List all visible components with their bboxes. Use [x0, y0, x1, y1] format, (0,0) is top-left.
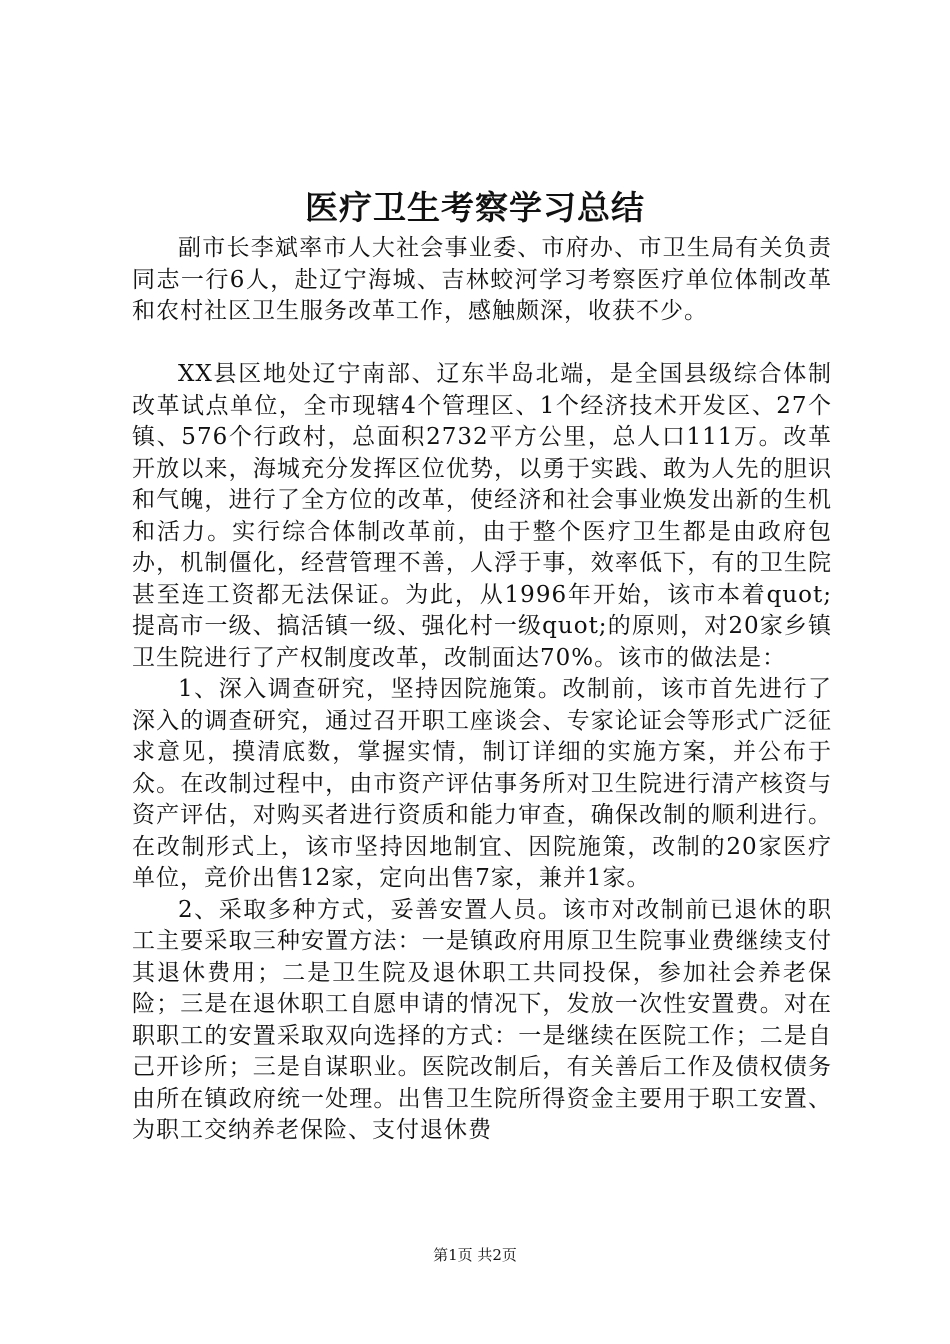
document-body — [132, 233, 832, 1147]
paragraph-intro: 副市长李斌率市人大社会事业委、市府办、市卫生局有关负责同志一行6人，赴辽宁海城、吉林蛟河学习考察医疗单位体制改革和农村社区卫生服务改革工作，感触颇深，收获不少。 — [132, 235, 832, 324]
page-number-footer: 第1页 共2页 — [433, 1246, 517, 1264]
paragraph-spacer — [132, 328, 832, 360]
document-title: 医疗卫生考察学习总结 — [305, 188, 645, 227]
paragraph-point-1: 1、深入调查研究，坚持因院施策。改制前，该市首先进行了深入的调查研究，通过召开职工座谈会、专家论证会等形式广泛征求意见，摸清底数，掌握实情，制订详细的实施方案，并公布于众。在改制过程中，由市资产评估事务所对卫生院进行清产核资与资产评估，对购买者进行资质和能力审查，确保改制的顺利进行。在改制形式上，该市坚持因地制宜、因院施策，改制的20家医疗单位，竞价出售12家，定向出售7家，兼并1家。 — [132, 676, 832, 891]
paragraph-background: XX县区地处辽宁南部、辽东半岛北端，是全国县级综合体制改革试点单位，全市现辖4个管理区、1个经济技术开发区、27个镇、576个行政村，总面积2732平方公里，总人口111万。改革开放以来，海城充分发挥区位优势，以勇于实践、敢为人先的胆识和气魄，进行了全方位的改革，使经济和社会事业焕发出新的生机和活力。实行综合体制改革前，由于整个医疗卫生都是由政府包办，机制僵化，经营管理不善，人浮于事，效率低下，有的卫生院甚至连工资都无法保证。为此，从1996年开始，该市本着quot;提高市一级、搞活镇一级、强化村一级quot;的原则，对20家乡镇卫生院进行了产权制度改革，改制面达70%。该市的做法是： — [132, 361, 832, 671]
paragraph-point-2: 2、采取多种方式，妥善安置人员。该市对改制前已退休的职工主要采取三种安置方法：一是镇政府用原卫生院事业费继续支付其退休费用；二是卫生院及退休职工共同投保，参加社会养老保险；三是在退休职工自愿申请的情况下，发放一次性安置费。对在职职工的安置采取双向选择的方式：一是继续在医院工作；二是自己开诊所；三是自谋职业。医院改制后，有关善后工作及债权债务由所在镇政府统一处理。出售卫生院所得资金主要用于职工安置、为职工交纳养老保险、支付退休费 — [132, 896, 832, 1143]
